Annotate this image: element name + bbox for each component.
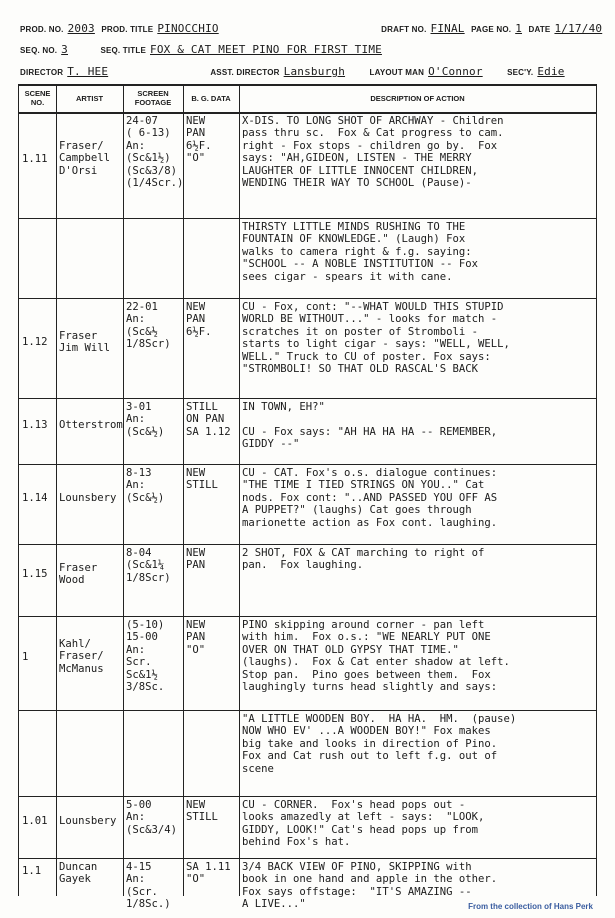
row-rule: [19, 464, 596, 465]
scene-no: 1.11: [22, 153, 48, 165]
col-header-description: DESCRIPTION OF ACTION: [370, 93, 465, 103]
scene-no: 1.01: [22, 815, 48, 827]
action-description: 2 SHOT, FOX & CAT marching to right of pan. Fox laughing.: [242, 547, 485, 572]
row-rule: [19, 796, 596, 797]
col-header-bg-data: B. G. DATA: [191, 93, 231, 103]
action-description: "A LITTLE WOODEN BOY. HA HA. HM. (pause) NOW WHO EV' ...A WOODEN BOY!" Fox makes big take and looks in direction of Pino. Fox and Cat rush out to left f.g. out of scene: [242, 713, 517, 775]
bg-data: SA 1.11 "O": [186, 861, 231, 886]
action-description: CU - CAT. Fox's o.s. dialogue continues: "THE TIME I TIED STRINGS ON YOU.." Cat nods. Fox cont: "..AND PASSED YOU OFF AS A PUPPET?" (laughs) Cat goes through marionette action as Fox cont. laughing.: [242, 467, 498, 529]
header-line-1: [20, 22, 606, 35]
screen-footage: 22-01 An: (Sc&½ 1/8Scr): [126, 301, 171, 351]
action-description: 3/4 BACK VIEW OF PINO, SKIPPING with book in one hand and apple in the other. Fox says offstage: "IT'S AMAZING -- A LIVE...": [242, 861, 498, 911]
screen-footage: 24-07 ( 6-13) An: (Sc&1½) (Sc&3/8) (1/4Scr.): [126, 115, 184, 190]
director: T. HEE: [67, 65, 109, 78]
seq-title-label: SEQ. TITLE: [100, 46, 146, 55]
col-divider: [123, 84, 124, 896]
col-divider: [239, 84, 240, 896]
action-description: IN TOWN, EH?" CU - Fox says: "AH HA HA HA -- REMEMBER, GIDDY --": [242, 401, 498, 451]
action-description: THIRSTY LITTLE MINDS RUSHING TO THE FOUNTAIN OF KNOWLEDGE." (Laugh) Fox walks to camera right & f.g. saying: "SCHOOL -- A NOBLE INSTITUTION -- Fox sees cigar - spears it with cane.: [242, 221, 478, 283]
action-description: PINO skipping around corner - pan left with him. Fox o.s.: "WE NEARLY PUT ONE OVER ON THAT OLD GYPSY THAT TIME." (laughs). Fox & Cat enter shadow at left. Stop pan. Pino goes between them. Fox laughingly turns head slightly and says:: [242, 619, 510, 694]
screen-footage: 3-01 An: (Sc&½): [126, 401, 165, 438]
bg-data: NEW STILL: [186, 799, 218, 824]
bg-data: NEW STILL: [186, 467, 218, 492]
action-description: CU - Fox, cont: "--WHAT WOULD THIS STUPID WORLD BE WITHOUT..." - looks for match - scratches it on poster of Stromboli - starts to light cigar - says: "WELL, WELL, WELL." Truck to CU of poster. Fox says: "STROMBOLI! SO THAT OLD RASCAL'S BACK: [242, 301, 510, 376]
artist: Otterstrom: [59, 419, 123, 431]
prod-title-label: PROD. TITLE: [101, 25, 154, 34]
artist: Kahl/ Fraser/ McManus: [59, 638, 104, 675]
date: 1/17/40: [554, 22, 603, 35]
scene-no: 1.15: [22, 568, 48, 580]
scene-no: 1.1: [22, 865, 42, 877]
screen-footage: 8-13 An: (Sc&½): [126, 467, 165, 504]
bg-data: NEW PAN: [186, 547, 206, 572]
bg-data: NEW PAN 6½F. "O": [186, 115, 212, 165]
secy-label: SEC'Y.: [507, 68, 534, 77]
col-header-artist: ARTIST: [75, 93, 104, 103]
action-description: X-DIS. TO LONG SHOT OF ARCHWAY - Children pass thru sc. Fox & Cat progress to cam. right - Fox stops - children go by. Fox says: "AH,GIDEON, LISTEN - THE MERRY LAUGHTER OF LITTLE INNOCENT CHILDREN, WENDING THEIR WAY TO SCHOOL (Pause)-: [242, 115, 504, 190]
director-label: DIRECTOR: [20, 68, 64, 77]
artist: Fraser Jim Will: [59, 330, 111, 355]
prod-no-label: PROD. NO.: [20, 25, 64, 34]
header-rule: [19, 112, 596, 114]
scene-no: 1.14: [22, 492, 48, 504]
screen-footage: 5-00 An: (Sc&3/4): [126, 799, 178, 836]
page-no: 1: [515, 22, 523, 35]
artist: Duncan Gayek: [59, 861, 98, 886]
row-rule: [19, 218, 596, 219]
collection-credit: From the collection of Hans Perk: [468, 902, 593, 911]
asst-director: Lansburgh: [283, 65, 346, 78]
secy: Edie: [537, 65, 565, 78]
artist: Fraser Wood: [59, 562, 98, 587]
bg-data: STILL ON PAN SA 1.12: [186, 401, 231, 438]
seq-no-label: SEQ. NO.: [20, 46, 58, 55]
seq-no: 3: [61, 43, 68, 56]
artist: Fraser/ Campbell D'Orsi: [59, 140, 111, 177]
header-line-2: [20, 43, 386, 56]
row-rule: [19, 298, 596, 299]
scene-no: 1.13: [22, 419, 48, 431]
scene-no: 1: [22, 651, 29, 663]
bg-data: NEW PAN 6½F.: [186, 301, 212, 338]
screen-footage: 4-15 An: (Scr. 1/8Sc.): [126, 861, 171, 911]
col-divider: [56, 84, 57, 896]
artist: Lounsbery: [59, 815, 117, 827]
row-rule: [19, 858, 596, 859]
asst-director-label: ASST. DIRECTOR: [210, 68, 280, 77]
header-line-3: [20, 65, 569, 78]
action-description: CU - CORNER. Fox's head pops out - looks amazedly at left - says: "LOOK, GIDDY, LOOK!" Cat's head pops up from behind Fox's hat.: [242, 799, 485, 849]
row-rule: [19, 398, 596, 399]
row-rule: [19, 616, 596, 617]
screen-footage: 8-04 (Sc&1¼ 1/8Scr): [126, 547, 171, 584]
col-divider: [183, 84, 184, 896]
draft-no: FINAL: [430, 22, 465, 35]
col-header-footage: SCREEN FOOTAGE: [134, 89, 172, 107]
row-rule: [19, 544, 596, 545]
layout-man: O'Connor: [428, 65, 483, 78]
bg-data: NEW PAN "O": [186, 619, 206, 656]
seq-title: FOX & CAT MEET PINO FOR FIRST TIME: [150, 43, 382, 56]
prod-title: PINOCCHIO: [157, 22, 219, 35]
row-rule: [19, 710, 596, 711]
screen-footage: (5-10) 15-00 An: Scr. Sc&1½ 3/8Sc.: [126, 619, 165, 694]
date-label: DATE: [528, 25, 551, 34]
scene-no: 1.12: [22, 336, 48, 348]
prod-no: 2003: [67, 22, 95, 35]
layout-man-label: LAYOUT MAN: [369, 68, 425, 77]
page-no-label: PAGE NO.: [471, 25, 512, 34]
artist: Lounsbery: [59, 492, 117, 504]
col-header-scene: SCENE NO.: [24, 89, 51, 107]
draft-no-label: DRAFT NO.: [381, 25, 427, 34]
